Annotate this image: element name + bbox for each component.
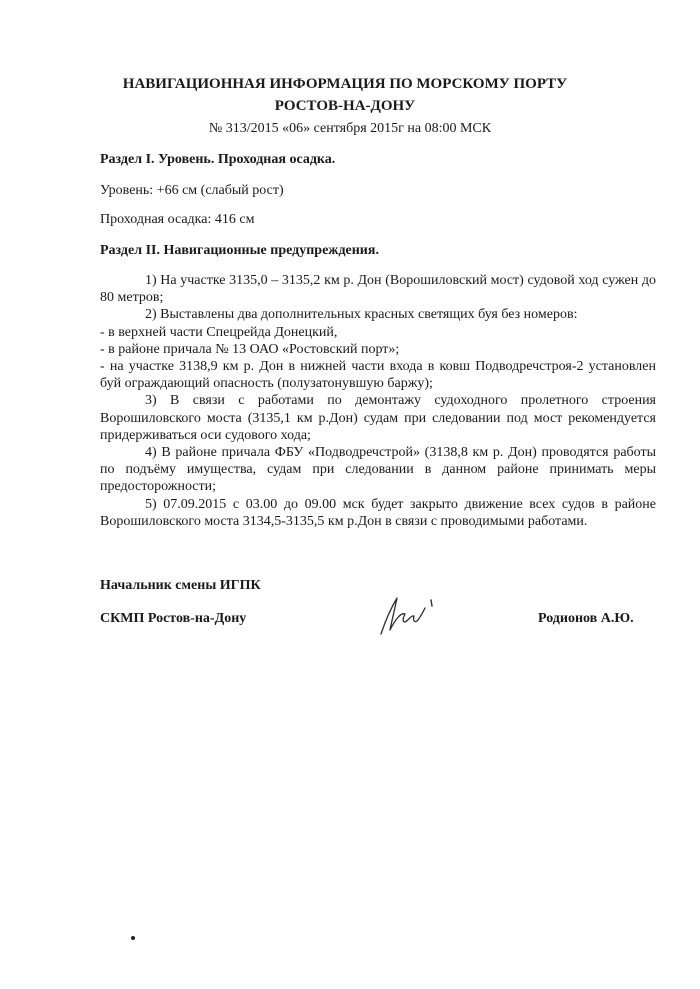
signatory-name: Родионов А.Ю.: [538, 611, 634, 626]
warning-item-2: 2) Выставлены два дополнительных красных светящих буя без номеров:: [145, 307, 578, 323]
water-level-text: Уровень: +66 см (слабый рост): [100, 183, 284, 198]
passing-draft-text: Проходная осадка: 416 см: [100, 212, 255, 227]
warning-item-2-sub-b: - в районе причала № 13 ОАО «Ростовский порт»;: [100, 341, 400, 357]
warning-item-2-sub-c: - на участке 3138,9 км р. Дон в нижней части входа в ковш Подводречстроя-2 установлен буй ограждающий опасность (полузатонувшую баржу);: [100, 359, 656, 392]
warnings-list: [100, 272, 656, 530]
section1-heading: Раздел I. Уровень. Проходная осадка.: [100, 152, 336, 167]
section2-heading: Раздел II. Навигационные предупреждения.: [100, 243, 379, 258]
signatory-organization: СКМП Ростов-на-Дону: [100, 611, 247, 626]
warning-item-5: 5) 07.09.2015 с 03.00 до 09.00 мск будет закрыто движение всех судов в районе Ворошиловского моста 3134,5-3135,5 км р.Дон в связи с проводимыми работами.: [100, 496, 656, 529]
scan-speck: [131, 936, 135, 940]
signatory-position: Начальник смены ИГПК: [100, 578, 261, 593]
document-title: НАВИГАЦИОННАЯ ИНФОРМАЦИЯ ПО МОРСКОМУ ПОРТУ РОСТОВ-НА-ДОНУ: [122, 76, 568, 114]
warning-item-4: 4) В районе причала ФБУ «Подводречстрой» (3138,8 км р. Дон) проводятся работы по подъёму имущества, судам при следовании в данном районе принимать меры предосторожности;: [100, 445, 656, 495]
document-number-line: № 313/2015 «06» сентября 2015г на 08:00 МСК: [208, 121, 492, 136]
warning-item-3: 3) В связи с работами по демонтажу судоходного пролетного строения Ворошиловского моста (3135,1 км р.Дон) судам при следовании под мост рекомендуется придерживаться оси судового хода;: [100, 393, 656, 443]
warning-item-2-sub-a: - в верхней части Спецрейда Донецкий,: [100, 324, 338, 340]
warning-item-1: 1) На участке 3135,0 – 3135,2 км р. Дон (Ворошиловский мост) судовой ход сужен до 80 метров;: [100, 273, 656, 306]
handwritten-signature: [375, 590, 455, 638]
